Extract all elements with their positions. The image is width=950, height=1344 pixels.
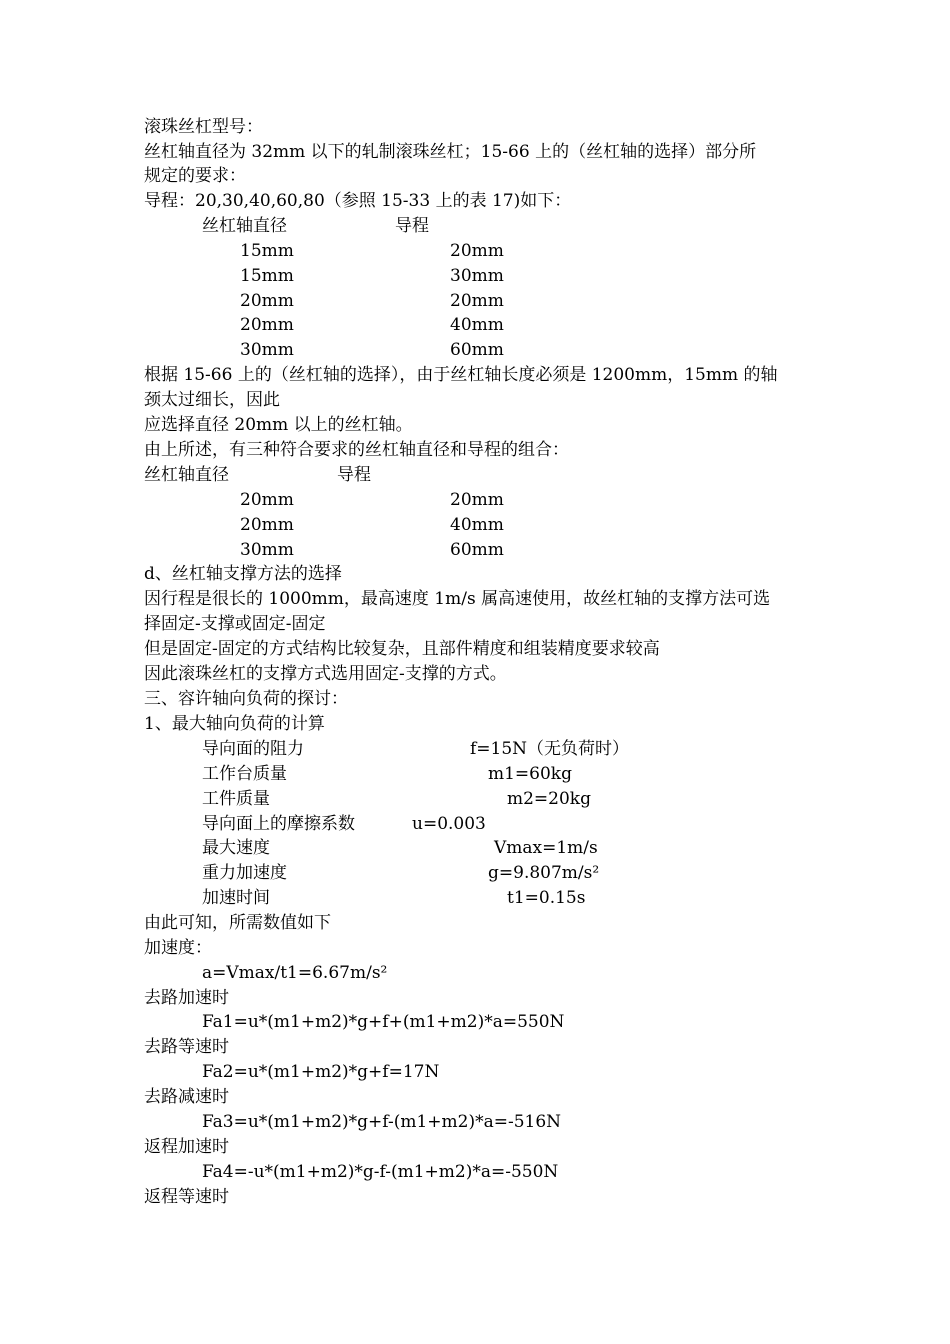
parameter-label: 导向面的阻力 xyxy=(202,739,304,759)
load-case-formula: Fa3=u*(m1+m2)*g+f-(m1+m2)*a=-516N xyxy=(202,1112,562,1132)
table1-cell-diameter: 15mm xyxy=(240,241,294,261)
ball-screw-model-heading: 滚珠丝杠型号： xyxy=(144,117,263,137)
support-text-line-2: 择固定-支撑或固定-固定 xyxy=(144,614,326,634)
requirement-text-line-1: 丝杠轴直径为 32mm 以下的轧制滚珠丝杠；15-66 上的（丝杠轴的选择）部分所 xyxy=(144,142,757,162)
table2-header-lead: 导程 xyxy=(337,465,371,485)
support-text-line-3: 但是固定-固定的方式结构比较复杂，且部件精度和组装精度要求较高 xyxy=(144,639,660,659)
load-case-formula: Fa2=u*(m1+m2)*g+f=17N xyxy=(202,1062,440,1082)
table1-cell-lead: 40mm xyxy=(450,315,504,335)
table1-cell-diameter: 30mm xyxy=(240,340,294,360)
table2-cell-lead: 60mm xyxy=(450,540,504,560)
required-values-intro: 由此可知，所需数值如下 xyxy=(144,913,331,933)
table1-cell-lead: 30mm xyxy=(450,266,504,286)
load-case-label: 返程等速时 xyxy=(144,1187,229,1207)
table2-cell-lead: 40mm xyxy=(450,515,504,535)
parameter-value: m1=60kg xyxy=(488,764,572,784)
support-method-heading: d、丝杠轴支撑方法的选择 xyxy=(144,564,342,584)
load-case-formula: Fa1=u*(m1+m2)*g+f+(m1+m2)*a=550N xyxy=(202,1012,565,1032)
table1-cell-diameter: 15mm xyxy=(240,266,294,286)
parameter-value: g=9.807m/s² xyxy=(488,863,600,883)
support-text-line-1: 因行程是很长的 1000mm，最高速度 1m/s 属高速使用，故丝杠轴的支撑方法可选 xyxy=(144,589,771,609)
parameter-label: 工件质量 xyxy=(202,789,270,809)
support-text-line-4: 因此滚珠丝杠的支撑方式选用固定-支撑的方式。 xyxy=(144,664,507,684)
selection-text-line-3: 应选择直径 20mm 以上的丝杠轴。 xyxy=(144,415,413,435)
table1-cell-lead: 20mm xyxy=(450,291,504,311)
selection-text-line-1: 根据 15-66 上的（丝杠轴的选择），由于丝杠轴长度必须是 1200mm，15mm 的轴 xyxy=(144,365,778,385)
parameter-value: f=15N（无负荷时） xyxy=(470,739,630,759)
load-case-formula: Fa4=-u*(m1+m2)*g-f-(m1+m2)*a=-550N xyxy=(202,1162,559,1182)
parameter-value: t1=0.15s xyxy=(507,888,586,908)
lead-options-line: 导程：20,30,40,60,80（参照 15-33 上的表 17)如下： xyxy=(144,191,572,211)
acceleration-label: 加速度： xyxy=(144,938,212,958)
load-case-label: 返程加速时 xyxy=(144,1137,229,1157)
selection-text-line-2: 颈太过细长，因此 xyxy=(144,390,280,410)
table1-cell-diameter: 20mm xyxy=(240,315,294,335)
max-axial-load-subheading: 1、最大轴向负荷的计算 xyxy=(144,714,325,734)
selection-text-line-4: 由上所述，有三种符合要求的丝杠轴直径和导程的组合： xyxy=(144,440,569,460)
table2-header-diameter: 丝杠轴直径 xyxy=(144,465,229,485)
table1-cell-lead: 20mm xyxy=(450,241,504,261)
table1-cell-diameter: 20mm xyxy=(240,291,294,311)
acceleration-formula: a=Vmax/t1=6.67m/s² xyxy=(202,963,388,983)
table2-cell-diameter: 20mm xyxy=(240,490,294,510)
load-case-label: 去路减速时 xyxy=(144,1087,229,1107)
parameter-value: m2=20kg xyxy=(507,789,591,809)
table2-cell-lead: 20mm xyxy=(450,490,504,510)
axial-load-section-heading: 三、容许轴向负荷的探讨： xyxy=(144,689,348,709)
table2-cell-diameter: 30mm xyxy=(240,540,294,560)
parameter-label: 工作台质量 xyxy=(202,764,287,784)
load-case-label: 去路等速时 xyxy=(144,1037,229,1057)
table1-header-diameter: 丝杠轴直径 xyxy=(202,216,287,236)
parameter-label: 导向面上的摩擦系数 xyxy=(202,814,355,834)
parameter-value: u=0.003 xyxy=(412,814,486,834)
parameter-value: Vmax=1m/s xyxy=(494,838,598,858)
parameter-label: 重力加速度 xyxy=(202,863,287,883)
table2-cell-diameter: 20mm xyxy=(240,515,294,535)
load-case-label: 去路加速时 xyxy=(144,988,229,1008)
table1-header-lead: 导程 xyxy=(395,216,429,236)
table1-cell-lead: 60mm xyxy=(450,340,504,360)
parameter-label: 最大速度 xyxy=(202,838,270,858)
parameter-label: 加速时间 xyxy=(202,888,270,908)
requirement-text-line-2: 规定的要求： xyxy=(144,166,246,186)
